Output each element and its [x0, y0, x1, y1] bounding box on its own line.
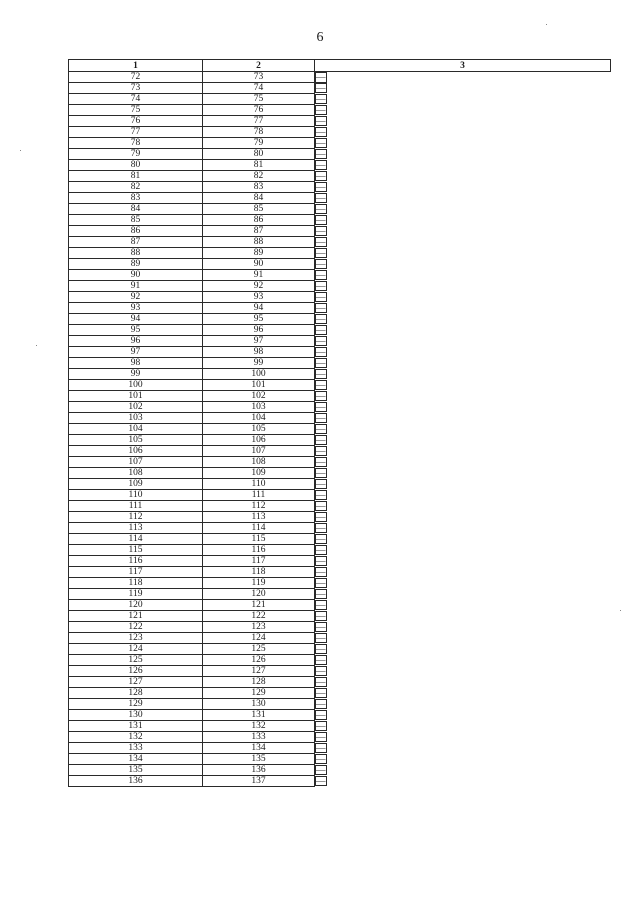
table-cell-col-3: — [316, 545, 326, 556]
table-cell-col-2: 90 [203, 259, 315, 270]
table-cell-col-2: 129 [203, 688, 315, 699]
table-cell-col-3: — [316, 523, 326, 534]
table-cell-col-2: 126 [203, 655, 315, 666]
table-row [69, 105, 611, 116]
scan-speck [36, 345, 37, 346]
table-cell-col-2: 93 [203, 292, 315, 303]
table-cell-col-2: 108 [203, 457, 315, 468]
table-row [69, 622, 611, 633]
table-cell-col-3: — [316, 490, 326, 501]
table-cell-col-1: 89 [69, 259, 203, 270]
table-cell-col-3: — [316, 391, 326, 402]
table-cell-col-2: 105 [203, 424, 315, 435]
table-cell-col-3: — [316, 589, 326, 600]
table-cell-col-2: 111 [203, 490, 315, 501]
table-row [69, 556, 611, 567]
table-cell-col-2: 79 [203, 138, 315, 149]
table-cell-col-2: 107 [203, 446, 315, 457]
table-row [69, 655, 611, 666]
table-cell-col-3: — [316, 765, 326, 776]
table-cell-col-3: — [316, 468, 326, 479]
table-row [69, 611, 611, 622]
table-row [69, 160, 611, 171]
table-cell-col-3: — [316, 204, 326, 215]
table-cell-col-1: 109 [69, 479, 203, 490]
table-cell-col-2: 113 [203, 512, 315, 523]
table-cell-col-1: 87 [69, 237, 203, 248]
table-cell-col-3: — [316, 259, 326, 270]
table-cell-col-1: 105 [69, 435, 203, 446]
table-cell-col-1: 130 [69, 710, 203, 721]
table-cell-col-2: 124 [203, 633, 315, 644]
table-cell-col-1: 110 [69, 490, 203, 501]
table-cell-col-3: — [316, 281, 326, 292]
table-cell-col-2: 101 [203, 380, 315, 391]
table-cell-col-3: — [316, 677, 326, 688]
table-cell-col-2: 77 [203, 116, 315, 127]
table-cell-col-2: 127 [203, 666, 315, 677]
table-cell-col-3: — [316, 237, 326, 248]
table-cell-col-1: 80 [69, 160, 203, 171]
table-cell-col-1: 90 [69, 270, 203, 281]
table-cell-col-3: — [316, 347, 326, 358]
table-cell-col-3: — [316, 171, 326, 182]
table-cell-col-2: 102 [203, 391, 315, 402]
table-cell-col-3: — [316, 754, 326, 765]
table-cell-col-2: 103 [203, 402, 315, 413]
table-cell-col-1: 107 [69, 457, 203, 468]
table-cell-col-3: — [316, 655, 326, 666]
table-cell-col-1: 132 [69, 732, 203, 743]
table-row [69, 314, 611, 325]
table-cell-col-3: — [316, 512, 326, 523]
table-cell-col-1: 92 [69, 292, 203, 303]
table-row [69, 413, 611, 424]
table-cell-col-2: 98 [203, 347, 315, 358]
table-cell-col-3: — [316, 358, 326, 369]
table-cell-col-2: 137 [203, 776, 315, 787]
table-row [69, 292, 611, 303]
data-table [68, 59, 611, 787]
table-cell-col-3: — [316, 73, 326, 83]
table-cell-col-2: 131 [203, 710, 315, 721]
table-row [69, 435, 611, 446]
table-cell-col-2: 78 [203, 127, 315, 138]
table-cell-col-3: — [316, 435, 326, 446]
table-cell-col-3: — [316, 479, 326, 490]
table-row [69, 248, 611, 259]
table-cell-col-3: — [316, 402, 326, 413]
table-row [69, 182, 611, 193]
table-row [69, 545, 611, 556]
table-cell-col-2: 117 [203, 556, 315, 567]
table-cell-col-2: 132 [203, 721, 315, 732]
table-cell-col-3: — [316, 105, 326, 116]
table-row [69, 534, 611, 545]
table-row [69, 149, 611, 160]
table-cell-col-2: 104 [203, 413, 315, 424]
table-cell-col-2: 114 [203, 523, 315, 534]
table-row [69, 270, 611, 281]
table-cell-col-2: 133 [203, 732, 315, 743]
table-cell-col-3: — [316, 413, 326, 424]
table-row [69, 710, 611, 721]
table-row [69, 677, 611, 688]
table-cell-col-2: 106 [203, 435, 315, 446]
table-cell-col-3: — [316, 710, 326, 721]
table-row [69, 303, 611, 314]
table-cell-col-1: 86 [69, 226, 203, 237]
table-cell-col-1: 115 [69, 545, 203, 556]
table-cell-col-2: 76 [203, 105, 315, 116]
scan-speck [546, 24, 547, 25]
table-cell-col-1: 100 [69, 380, 203, 391]
table-row [69, 600, 611, 611]
table-cell-col-3: — [316, 622, 326, 633]
table-cell-col-2: 92 [203, 281, 315, 292]
table-row [69, 457, 611, 468]
table-cell-col-2: 119 [203, 578, 315, 589]
table-cell-col-2: 109 [203, 468, 315, 479]
table-cell-col-1: 119 [69, 589, 203, 600]
table-cell-col-3: — [316, 688, 326, 699]
table-cell-col-1: 95 [69, 325, 203, 336]
table-cell-col-1: 102 [69, 402, 203, 413]
table-cell-col-1: 113 [69, 523, 203, 534]
table-cell-col-1: 101 [69, 391, 203, 402]
table-cell-col-2: 135 [203, 754, 315, 765]
table-cell-col-3: — [316, 380, 326, 391]
table-cell-col-1: 84 [69, 204, 203, 215]
table-cell-col-1: 134 [69, 754, 203, 765]
table-row [69, 512, 611, 523]
table-cell-col-1: 72 [69, 72, 203, 83]
table-cell-col-3: — [316, 457, 326, 468]
column-header-1: 1 [69, 60, 203, 72]
table-cell-col-3: — [316, 325, 326, 336]
table-row [69, 347, 611, 358]
table-cell-col-2: 91 [203, 270, 315, 281]
table-cell-col-2: 136 [203, 765, 315, 776]
table-cell-col-3: — [316, 292, 326, 303]
table-cell-col-3: — [316, 369, 326, 380]
table-row [69, 358, 611, 369]
table-row [69, 94, 611, 105]
table-row [69, 226, 611, 237]
table-cell-col-2: 110 [203, 479, 315, 490]
table-row [69, 490, 611, 501]
table-cell-col-1: 131 [69, 721, 203, 732]
table-cell-col-3: — [316, 732, 326, 743]
table-cell-col-3: — [316, 721, 326, 732]
column-header-3: 3 [315, 60, 611, 72]
table-cell-col-1: 129 [69, 699, 203, 710]
table-cell-col-3: — [316, 215, 326, 226]
table-row [69, 644, 611, 655]
table-row [69, 633, 611, 644]
table-row [69, 336, 611, 347]
scan-speck [20, 150, 21, 151]
table-row [69, 468, 611, 479]
table-row [69, 721, 611, 732]
table-row [69, 688, 611, 699]
table-cell-col-3: — [316, 578, 326, 589]
table-cell-col-1: 98 [69, 358, 203, 369]
table-cell-col-2: 81 [203, 160, 315, 171]
table-body [69, 72, 611, 787]
table-cell-col-2: 75 [203, 94, 315, 105]
table-row [69, 325, 611, 336]
table-row [69, 666, 611, 677]
table-cell-col-3: — [316, 556, 326, 567]
table-cell-col-3: — [316, 424, 326, 435]
table-cell-col-1: 128 [69, 688, 203, 699]
table-cell-col-2: 118 [203, 567, 315, 578]
table-cell-col-2: 87 [203, 226, 315, 237]
table-cell-col-1: 94 [69, 314, 203, 325]
table-cell-col-3: — [316, 314, 326, 325]
table-cell-col-1: 112 [69, 512, 203, 523]
table-cell-col-3: — [316, 644, 326, 655]
table-cell-col-2: 121 [203, 600, 315, 611]
table-row [69, 237, 611, 248]
table-cell-col-1: 118 [69, 578, 203, 589]
table-cell-col-3: — [316, 94, 326, 105]
table-cell-col-2: 123 [203, 622, 315, 633]
column-header-2: 2 [203, 60, 315, 72]
table-cell-col-3: — [316, 226, 326, 237]
table-row [69, 380, 611, 391]
table-cell-col-3: — [316, 83, 326, 94]
table-row [69, 138, 611, 149]
table-cell-col-1: 133 [69, 743, 203, 754]
table-cell-col-2: 94 [203, 303, 315, 314]
table-cell-col-3: — [316, 776, 326, 787]
table-cell-col-1: 104 [69, 424, 203, 435]
table-cell-col-1: 99 [69, 369, 203, 380]
table-row [69, 776, 611, 787]
table-cell-col-1: 73 [69, 83, 203, 94]
table-cell-col-2: 125 [203, 644, 315, 655]
table-cell-col-1: 116 [69, 556, 203, 567]
table-cell-col-2: 88 [203, 237, 315, 248]
table-cell-col-3: — [316, 193, 326, 204]
table-cell-col-1: 85 [69, 215, 203, 226]
table-cell-col-1: 123 [69, 633, 203, 644]
table-row [69, 259, 611, 270]
table-row [69, 72, 611, 83]
table-cell-col-2: 74 [203, 83, 315, 94]
table-row [69, 479, 611, 490]
table-row [69, 402, 611, 413]
table-cell-col-2: 84 [203, 193, 315, 204]
table-cell-col-1: 103 [69, 413, 203, 424]
table-cell-col-1: 111 [69, 501, 203, 512]
table-cell-col-2: 128 [203, 677, 315, 688]
table-cell-col-2: 99 [203, 358, 315, 369]
table-cell-col-3: — [316, 600, 326, 611]
table-cell-col-2: 116 [203, 545, 315, 556]
table-cell-col-1: 74 [69, 94, 203, 105]
table-row [69, 424, 611, 435]
table-cell-col-1: 126 [69, 666, 203, 677]
table-cell-col-3: — [316, 336, 326, 347]
table-cell-col-1: 117 [69, 567, 203, 578]
table-cell-col-1: 76 [69, 116, 203, 127]
table-header-row [69, 60, 611, 72]
table-cell-col-1: 75 [69, 105, 203, 116]
table-cell-col-1: 106 [69, 446, 203, 457]
table-cell-col-3: — [316, 633, 326, 644]
table-cell-col-1: 78 [69, 138, 203, 149]
table-row [69, 732, 611, 743]
table-cell-col-3: — [316, 501, 326, 512]
page-number: 6 [316, 30, 324, 45]
table-cell-col-2: 130 [203, 699, 315, 710]
table-cell-col-2: 86 [203, 215, 315, 226]
table-row [69, 589, 611, 600]
table-cell-col-3: — [316, 270, 326, 281]
table-cell-col-2: 85 [203, 204, 315, 215]
table-cell-col-3: — [316, 567, 326, 578]
table-cell-col-1: 77 [69, 127, 203, 138]
table-row [69, 281, 611, 292]
table-cell-col-2: 100 [203, 369, 315, 380]
table-row [69, 743, 611, 754]
table-row [69, 446, 611, 457]
table-cell-col-3: — [316, 446, 326, 457]
table-row [69, 699, 611, 710]
table-row [69, 204, 611, 215]
table-cell-col-1: 114 [69, 534, 203, 545]
table-cell-col-3: — [316, 611, 326, 622]
table-row [69, 127, 611, 138]
table-cell-col-2: 82 [203, 171, 315, 182]
table-row [69, 171, 611, 182]
table-cell-col-3: — [316, 116, 326, 127]
table-cell-col-1: 88 [69, 248, 203, 259]
table-cell-col-1: 79 [69, 149, 203, 160]
table-row [69, 116, 611, 127]
table-cell-col-1: 96 [69, 336, 203, 347]
table-cell-col-2: 96 [203, 325, 315, 336]
table-cell-col-1: 127 [69, 677, 203, 688]
table-cell-col-1: 83 [69, 193, 203, 204]
table-cell-col-3: — [316, 534, 326, 545]
table-row [69, 501, 611, 512]
table-row [69, 765, 611, 776]
table-cell-col-1: 81 [69, 171, 203, 182]
table-row [69, 754, 611, 765]
table-cell-col-2: 80 [203, 149, 315, 160]
table-row [69, 215, 611, 226]
table-cell-col-2: 95 [203, 314, 315, 325]
table-row [69, 523, 611, 534]
table-cell-col-1: 125 [69, 655, 203, 666]
table-row [69, 567, 611, 578]
table-cell-col-2: 120 [203, 589, 315, 600]
table-cell-col-1: 93 [69, 303, 203, 314]
table-cell-col-3: — [316, 248, 326, 259]
table-cell-col-2: 73 [203, 72, 315, 83]
table-row [69, 391, 611, 402]
table-cell-col-3: — [316, 666, 326, 677]
scan-speck [620, 610, 621, 611]
table-cell-col-3: — [316, 149, 326, 160]
table-cell-col-2: 134 [203, 743, 315, 754]
table-cell-col-3: — [316, 699, 326, 710]
table-cell-col-1: 121 [69, 611, 203, 622]
table-row [69, 83, 611, 94]
table-cell-col-2: 89 [203, 248, 315, 259]
table-cell-col-1: 108 [69, 468, 203, 479]
table-cell-col-2: 115 [203, 534, 315, 545]
table-cell-col-1: 91 [69, 281, 203, 292]
table-cell-col-1: 97 [69, 347, 203, 358]
table-cell-col-1: 82 [69, 182, 203, 193]
table-cell-col-2: 83 [203, 182, 315, 193]
table-cell-col-2: 97 [203, 336, 315, 347]
table-cell-col-2: 122 [203, 611, 315, 622]
table-cell-col-3: — [316, 127, 326, 138]
table-cell-col-3: — [316, 303, 326, 314]
table-cell-col-3: — [316, 182, 326, 193]
table-cell-col-1: 122 [69, 622, 203, 633]
table-cell-col-3: — [316, 138, 326, 149]
table-cell-col-1: 120 [69, 600, 203, 611]
table-cell-col-1: 136 [69, 776, 203, 787]
table-row [69, 193, 611, 204]
table-row [69, 369, 611, 380]
table-cell-col-3: — [316, 160, 326, 171]
table-cell-col-2: 112 [203, 501, 315, 512]
table-cell-col-1: 124 [69, 644, 203, 655]
table-cell-col-1: 135 [69, 765, 203, 776]
table-row [69, 578, 611, 589]
table-cell-col-3: — [316, 743, 326, 754]
